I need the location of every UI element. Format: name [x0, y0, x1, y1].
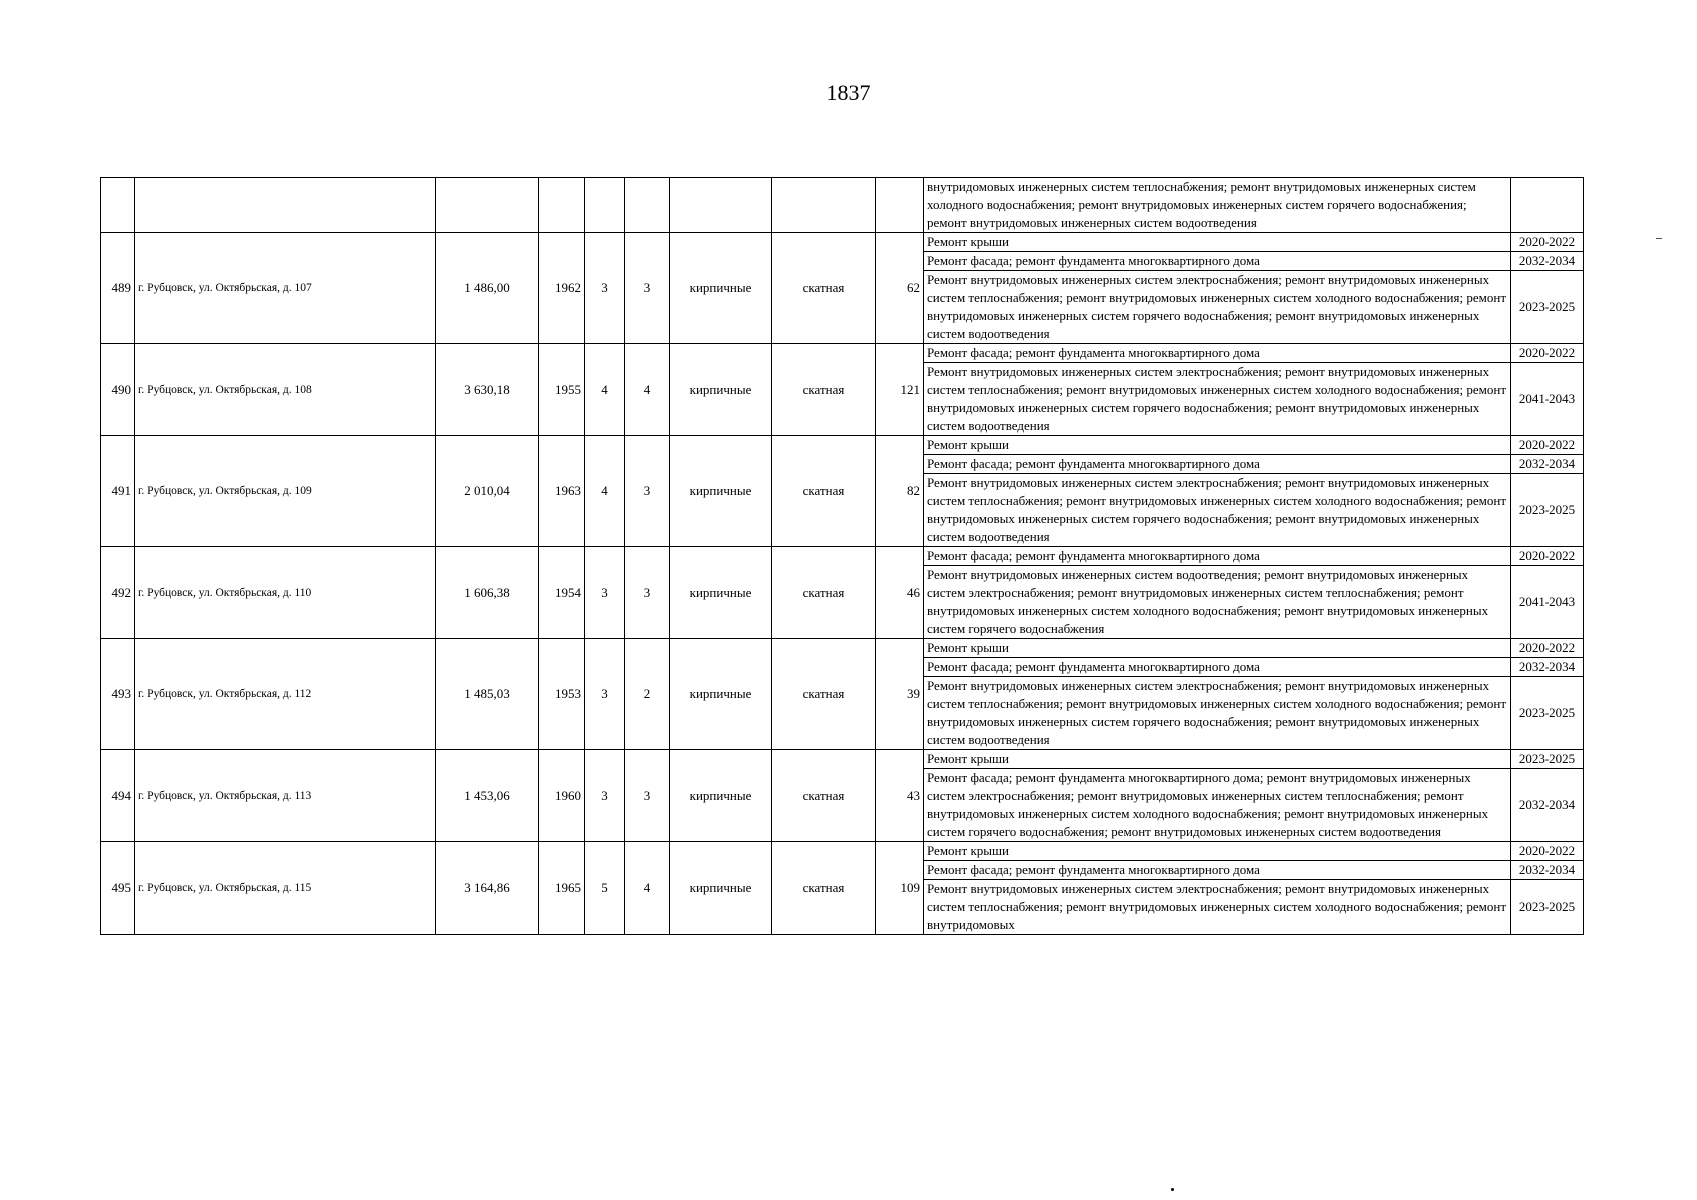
work-description-cell: Ремонт внутридомовых инженерных систем электроснабжения; ремонт внутридомовых инженерных систем теплоснабжения; ремонт внутридомовых инженерных систем холодного водоснабжения; ремонт внутридомовых инженерных систем горячего водоснабжения; ремонт внутридомовых инженерных систем водоотведения — [924, 677, 1511, 750]
work-period-cell: 2041-2043 — [1511, 363, 1584, 436]
floors-count-cell: 3 — [585, 750, 625, 842]
house-address-cell: г. Рубцовск, ул. Октябрьская, д. 112 — [135, 639, 436, 750]
work-period-cell: 2041-2043 — [1511, 566, 1584, 639]
entrances-count-cell: 2 — [625, 639, 670, 750]
work-description-cell: Ремонт крыши — [924, 233, 1511, 252]
work-description-cell: Ремонт внутридомовых инженерных систем электроснабжения; ремонт внутридомовых инженерных систем теплоснабжения; ремонт внутридомовых инженерных систем холодного водоснабжения; ремонт внутридомовых инженерных систем горячего водоснабжения; ремонт внутридомовых инженерных систем водоотведения — [924, 271, 1511, 344]
row-number-cell: 491 — [101, 436, 135, 547]
total-area-cell: 2 010,04 — [436, 436, 539, 547]
total-area-cell: 3 630,18 — [436, 344, 539, 436]
work-period-cell: 2020-2022 — [1511, 436, 1584, 455]
total-area-cell — [436, 178, 539, 233]
wall-material-cell: кирпичные — [670, 344, 772, 436]
work-description-cell: Ремонт внутридомовых инженерных систем электроснабжения; ремонт внутридомовых инженерных систем теплоснабжения; ремонт внутридомовых инженерных систем холодного водоснабжения; ремонт внутридомовых инженерных систем горячего водоснабжения; ремонт внутридомовых инженерных систем водоотведения — [924, 363, 1511, 436]
floors-count-cell: 5 — [585, 842, 625, 935]
work-period-cell: 2020-2022 — [1511, 233, 1584, 252]
total-area-cell: 1 606,38 — [436, 547, 539, 639]
build-year-cell: 1965 — [539, 842, 585, 935]
work-period-cell: 2020-2022 — [1511, 639, 1584, 658]
house-address-cell: г. Рубцовск, ул. Октябрьская, д. 109 — [135, 436, 436, 547]
work-period-cell: 2023-2025 — [1511, 880, 1584, 935]
roof-type-cell — [772, 178, 876, 233]
table-row — [101, 842, 1584, 861]
house-address-cell: г. Рубцовск, ул. Октябрьская, д. 108 — [135, 344, 436, 436]
work-description-cell: Ремонт фасада; ремонт фундамента многоквартирного дома — [924, 252, 1511, 271]
residents-count-cell — [876, 178, 924, 233]
work-period-cell: 2023-2025 — [1511, 474, 1584, 547]
entrances-count-cell: 4 — [625, 842, 670, 935]
page-number: 1837 — [826, 80, 871, 105]
work-period-cell: 2032-2034 — [1511, 658, 1584, 677]
residents-count-cell: 109 — [876, 842, 924, 935]
scan-mark — [1656, 238, 1662, 239]
table-row — [101, 639, 1584, 658]
build-year-cell: 1960 — [539, 750, 585, 842]
work-description-cell: внутридомовых инженерных систем теплоснабжения; ремонт внутридомовых инженерных систем холодного водоснабжения; ремонт внутридомовых инженерных систем горячего водоснабжения; ремонт внутридомовых инженерных систем водоотведения — [924, 178, 1511, 233]
floors-count-cell: 3 — [585, 639, 625, 750]
residents-count-cell: 82 — [876, 436, 924, 547]
roof-type-cell: скатная — [772, 750, 876, 842]
wall-material-cell: кирпичные — [670, 750, 772, 842]
floors-count-cell — [585, 178, 625, 233]
work-period-cell: 2032-2034 — [1511, 252, 1584, 271]
scan-speck — [1171, 1188, 1174, 1191]
work-description-cell: Ремонт фасада; ремонт фундамента многоквартирного дома — [924, 861, 1511, 880]
house-address-cell: г. Рубцовск, ул. Октябрьская, д. 113 — [135, 750, 436, 842]
wall-material-cell: кирпичные — [670, 436, 772, 547]
roof-type-cell: скатная — [772, 233, 876, 344]
work-description-cell: Ремонт крыши — [924, 842, 1511, 861]
row-number-cell: 494 — [101, 750, 135, 842]
row-number-cell: 495 — [101, 842, 135, 935]
table-row — [101, 547, 1584, 566]
table-row — [101, 178, 1584, 233]
house-address-cell: г. Рубцовск, ул. Октябрьская, д. 110 — [135, 547, 436, 639]
work-period-cell — [1511, 178, 1584, 233]
residents-count-cell: 121 — [876, 344, 924, 436]
table-row — [101, 233, 1584, 252]
repair-program-table — [100, 177, 1584, 935]
entrances-count-cell: 3 — [625, 547, 670, 639]
work-description-cell: Ремонт фасада; ремонт фундамента многоквартирного дома — [924, 455, 1511, 474]
floors-count-cell: 4 — [585, 344, 625, 436]
residents-count-cell: 39 — [876, 639, 924, 750]
total-area-cell: 1 485,03 — [436, 639, 539, 750]
total-area-cell: 1 453,06 — [436, 750, 539, 842]
roof-type-cell: скатная — [772, 344, 876, 436]
work-period-cell: 2032-2034 — [1511, 769, 1584, 842]
work-period-cell: 2023-2025 — [1511, 750, 1584, 769]
row-number-cell: 493 — [101, 639, 135, 750]
table-body — [101, 178, 1584, 935]
wall-material-cell: кирпичные — [670, 233, 772, 344]
work-period-cell: 2020-2022 — [1511, 344, 1584, 363]
house-address-cell — [135, 178, 436, 233]
roof-type-cell: скатная — [772, 639, 876, 750]
entrances-count-cell: 4 — [625, 344, 670, 436]
house-address-cell: г. Рубцовск, ул. Октябрьская, д. 115 — [135, 842, 436, 935]
build-year-cell: 1963 — [539, 436, 585, 547]
work-description-cell: Ремонт внутридомовых инженерных систем водоотведения; ремонт внутридомовых инженерных систем электроснабжения; ремонт внутридомовых инженерных систем теплоснабжения; ремонт внутридомовых инженерных систем холодного водоснабжения; ремонт внутридомовых инженерных систем горячего водоснабжения — [924, 566, 1511, 639]
entrances-count-cell: 3 — [625, 750, 670, 842]
entrances-count-cell: 3 — [625, 233, 670, 344]
roof-type-cell: скатная — [772, 842, 876, 935]
table-row — [101, 436, 1584, 455]
entrances-count-cell — [625, 178, 670, 233]
floors-count-cell: 3 — [585, 233, 625, 344]
build-year-cell: 1955 — [539, 344, 585, 436]
work-period-cell: 2020-2022 — [1511, 842, 1584, 861]
wall-material-cell: кирпичные — [670, 639, 772, 750]
work-description-cell: Ремонт крыши — [924, 436, 1511, 455]
row-number-cell — [101, 178, 135, 233]
work-period-cell: 2032-2034 — [1511, 861, 1584, 880]
work-period-cell: 2023-2025 — [1511, 271, 1584, 344]
build-year-cell: 1962 — [539, 233, 585, 344]
work-period-cell: 2020-2022 — [1511, 547, 1584, 566]
wall-material-cell: кирпичные — [670, 547, 772, 639]
wall-material-cell — [670, 178, 772, 233]
build-year-cell: 1954 — [539, 547, 585, 639]
row-number-cell: 489 — [101, 233, 135, 344]
work-description-cell: Ремонт фасада; ремонт фундамента многоквартирного дома; ремонт внутридомовых инженерных систем электроснабжения; ремонт внутридомовых инженерных систем теплоснабжения; ремонт внутридомовых инженерных систем холодного водоснабжения; ремонт внутридомовых инженерных систем горячего водоснабжения; ремонт внутридомовых инженерных систем водоотведения — [924, 769, 1511, 842]
work-description-cell: Ремонт внутридомовых инженерных систем электроснабжения; ремонт внутридомовых инженерных систем теплоснабжения; ремонт внутридомовых инженерных систем холодного водоснабжения; ремонт внутридомовых — [924, 880, 1511, 935]
house-address-cell: г. Рубцовск, ул. Октябрьская, д. 107 — [135, 233, 436, 344]
row-number-cell: 490 — [101, 344, 135, 436]
work-description-cell: Ремонт фасада; ремонт фундамента многоквартирного дома — [924, 547, 1511, 566]
work-description-cell: Ремонт фасада; ремонт фундамента многоквартирного дома — [924, 658, 1511, 677]
entrances-count-cell: 3 — [625, 436, 670, 547]
work-period-cell: 2032-2034 — [1511, 455, 1584, 474]
total-area-cell: 1 486,00 — [436, 233, 539, 344]
residents-count-cell: 43 — [876, 750, 924, 842]
work-period-cell: 2023-2025 — [1511, 677, 1584, 750]
row-number-cell: 492 — [101, 547, 135, 639]
residents-count-cell: 46 — [876, 547, 924, 639]
work-description-cell: Ремонт крыши — [924, 639, 1511, 658]
build-year-cell — [539, 178, 585, 233]
roof-type-cell: скатная — [772, 436, 876, 547]
work-description-cell: Ремонт крыши — [924, 750, 1511, 769]
floors-count-cell: 4 — [585, 436, 625, 547]
build-year-cell: 1953 — [539, 639, 585, 750]
work-description-cell: Ремонт фасада; ремонт фундамента многоквартирного дома — [924, 344, 1511, 363]
wall-material-cell: кирпичные — [670, 842, 772, 935]
residents-count-cell: 62 — [876, 233, 924, 344]
roof-type-cell: скатная — [772, 547, 876, 639]
floors-count-cell: 3 — [585, 547, 625, 639]
total-area-cell: 3 164,86 — [436, 842, 539, 935]
table-row — [101, 344, 1584, 363]
table-row — [101, 750, 1584, 769]
work-description-cell: Ремонт внутридомовых инженерных систем электроснабжения; ремонт внутридомовых инженерных систем теплоснабжения; ремонт внутридомовых инженерных систем холодного водоснабжения; ремонт внутридомовых инженерных систем горячего водоснабжения; ремонт внутридомовых инженерных систем водоотведения — [924, 474, 1511, 547]
